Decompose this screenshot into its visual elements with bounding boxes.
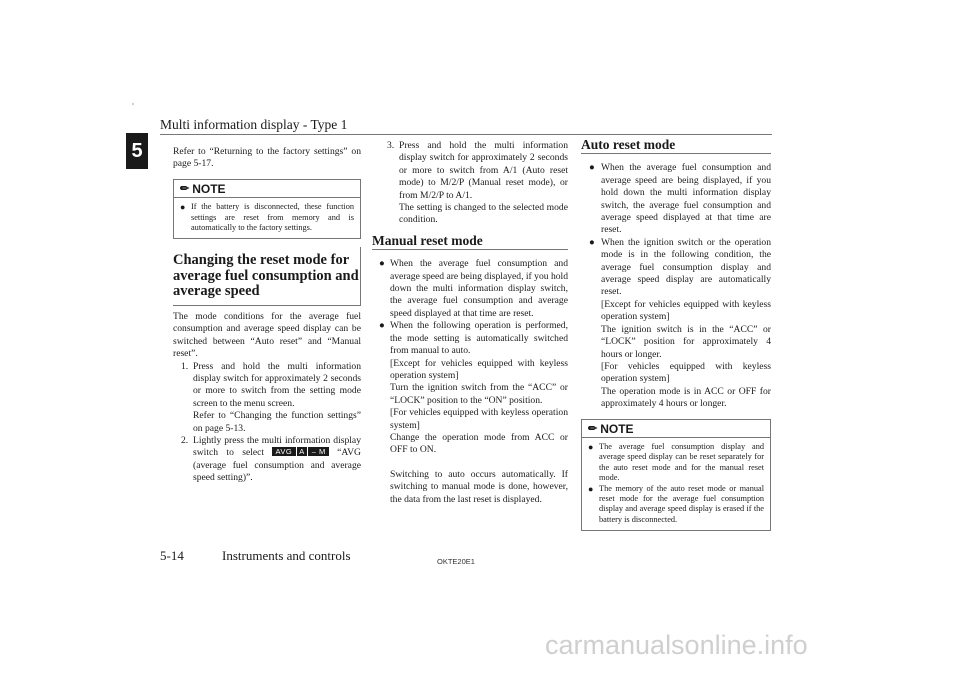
watermark: carmanualsonline.info xyxy=(545,630,808,660)
step-text-b: “AVG (average fuel consumption and average speed setting)”. xyxy=(193,447,361,484)
note-box xyxy=(173,179,361,240)
bullet-icon: ● xyxy=(588,441,594,452)
list-item-text: When the average fuel consumption and average speed are being displayed, if you hold down the multi information display switch, the average fuel consumption and average speed displayed at that time are reset. xyxy=(601,162,771,236)
note-item xyxy=(180,202,354,233)
condition-label: [Except for vehicles equipped with keyless operation system] xyxy=(601,298,771,323)
list-item-text: When the ignition switch or the operation mode is in the following condition, the average fuel consumption display and average speed display are automatically reset. xyxy=(601,236,771,298)
step-number: 2. xyxy=(181,435,189,446)
condition-label: [For vehicles equipped with keyless operation system] xyxy=(601,360,771,385)
list-item xyxy=(581,162,771,236)
manual-reset-heading: Manual reset mode xyxy=(372,235,568,250)
bullet-icon: ● xyxy=(379,320,385,332)
step-text: Press and hold the multi information display switch for approximately 2 seconds or more to switch from the setting mode screen to the menu screen. xyxy=(193,360,361,409)
note-header xyxy=(582,420,770,438)
note-label: NOTE xyxy=(192,181,226,196)
step-3 xyxy=(379,140,568,202)
note-body xyxy=(582,438,770,530)
document-code: OKTE20E1 xyxy=(437,557,475,566)
step-number: 3. xyxy=(387,140,395,151)
list-item xyxy=(379,258,568,320)
bullet-icon: ● xyxy=(589,236,595,248)
header-rule xyxy=(160,134,772,135)
pencil-icon: ✏ xyxy=(588,422,598,435)
intro-text: Refer to “Returning to the factory settings” on page 5-17. xyxy=(173,146,361,170)
bullet-icon: ● xyxy=(180,202,186,213)
body-text: The mode conditions for the average fuel consumption and average speed display can be switched between “Auto reset” and “Manual reset”. xyxy=(173,310,361,360)
bullet-icon: ● xyxy=(588,483,594,494)
step-1 xyxy=(173,361,361,411)
avg-display-icon xyxy=(272,447,328,456)
note-label: NOTE xyxy=(600,421,634,436)
disp-m: – M xyxy=(311,447,326,457)
list-item-text: When the following operation is performed, the mode setting is automatically switched from manual to auto. xyxy=(390,320,568,357)
column-2 xyxy=(372,140,568,506)
condition-text: The operation mode is in ACC or OFF for approximately 4 hours or longer. xyxy=(601,385,771,410)
page-number: 5-14 xyxy=(160,548,184,563)
condition-text: The ignition switch is in the “ACC” or “LOCK” position for approximately 4 hours or longer. xyxy=(601,323,771,360)
step-1-ref: Refer to “Changing the function settings” on page 5-13. xyxy=(193,410,361,434)
auto-reset-heading: Auto reset mode xyxy=(581,139,771,154)
note-item-text: The average fuel consumption display and average speed display can be reset separately for the auto reset mode and for the manual reset mode. xyxy=(599,441,764,483)
list-item-text: When the average fuel consumption and average speed are being displayed, if you hold down the multi information display switch, the average fuel consumption and average speed displayed at that time are reset. xyxy=(390,258,568,319)
section-heading: Changing the reset mode for average fuel consumption and average speed xyxy=(173,247,361,306)
bullet-icon: ● xyxy=(589,162,595,174)
disp-avg: AVG xyxy=(275,447,293,457)
condition-label: [Except for vehicles equipped with keyless operation system] xyxy=(390,357,568,381)
note-body xyxy=(174,198,360,238)
note-item xyxy=(588,442,764,484)
section-tab: 5 xyxy=(126,133,148,169)
list-item xyxy=(581,237,771,411)
note-header xyxy=(174,180,360,198)
footer-section: Instruments and controls xyxy=(222,548,351,563)
column-1 xyxy=(173,146,361,485)
corner-mark xyxy=(132,103,134,105)
condition-label: [For vehicles equipped with keyless operation system] xyxy=(390,407,568,431)
condition-text: Switching to auto occurs automatically. If switching to manual mode is done, however, the data from the last reset is displayed. xyxy=(390,468,568,505)
bullet-icon: ● xyxy=(379,258,385,270)
note-item-text: If the battery is disconnected, these function settings are reset from memory and is automatically to the factory settings. xyxy=(191,202,354,233)
step-3-result: The setting is changed to the selected mode condition. xyxy=(399,202,568,226)
condition-text: Turn the ignition switch from the “ACC” or “LOCK” position to the “ON” position. xyxy=(390,382,568,406)
step-text: Lightly press the multi information display switch to select xyxy=(193,435,361,459)
step-number: 1. xyxy=(181,360,189,372)
condition-text: Change the operation mode from ACC or OFF to ON. xyxy=(390,431,568,456)
step-text: Press and hold the multi information display switch for approximately 2 seconds or more to switch from A/1 (Auto reset mode) to M/2/P (Manual reset mode), or from M/2/P to A/1. xyxy=(399,140,568,201)
list-item xyxy=(379,320,568,506)
note-box xyxy=(581,419,771,532)
note-item xyxy=(588,484,764,526)
page-header: Multi information display - Type 1 xyxy=(160,117,348,132)
pencil-icon: ✏ xyxy=(180,182,190,195)
note-item-text: The memory of the auto reset mode or manual reset mode for the average fuel consumption display and average speed display is erased if the battery is disconnected. xyxy=(599,483,764,524)
step-2 xyxy=(173,435,361,485)
column-3 xyxy=(581,139,771,539)
disp-a: A xyxy=(296,446,308,457)
